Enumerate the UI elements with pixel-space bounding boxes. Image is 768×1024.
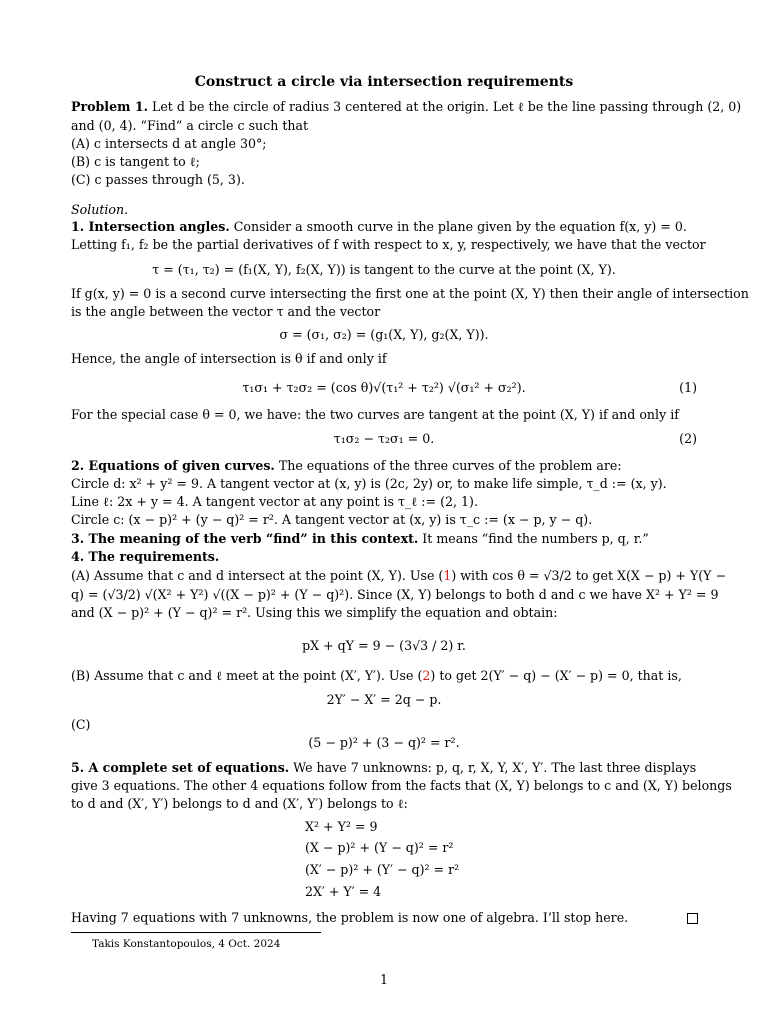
section-4-a-line-2: q) = (√3/2) √(X² + Y²) √((X − p)² + (Y − q)²). Since (X, Y) belongs to both d and c we have X² + Y² = 9 [71,587,719,602]
section-5-line-2: give 3 equations. The other 4 equations follow from the facts that (X, Y) belongs to c and (X, Y) belongs [71,778,732,793]
page-number: 1 [379,972,388,987]
equation-2: τ₁σ₂ − τ₂σ₁ = 0. [333,431,435,446]
requirement-b: (B) c is tangent to ℓ; [71,154,200,169]
section-4-a-line-1 [71,568,726,584]
section-5-text-1: We have 7 unknowns: p, q, r, X, Y, X′, Y′. The last three displays [289,760,697,775]
section-3-line-1 [71,531,649,547]
document-title: Construct a circle via intersection requirements [194,74,574,90]
equation-b: 2Y′ − X′ = 2q − p. [326,692,442,707]
problem-text-1: Let d be the circle of radius 3 centered at the origin. Let ℓ be the line passing through (2, 0) [151,99,742,114]
system-equation-2: (X − p)² + (Y − q)² = r² [305,840,454,855]
system-equation-3: (X′ − p)² + (Y′ − q)² = r² [305,862,460,877]
section-1-line-1 [71,219,687,235]
equation-1: τ₁σ₁ + τ₂σ₂ = (cos θ)√(τ₁² + τ₂²) √(σ₁² + σ₂²). [242,380,526,395]
system-equation-1: X² + Y² = 9 [305,819,378,834]
section-2-line-1 [71,458,622,474]
section-1-line-2: Letting f₁, f₂ be the partial derivatives of f with respect to x, y, respectively, we have that the vector [71,237,706,252]
section-1-text-1: Consider a smooth curve in the plane given by the equation f(x, y) = 0. [229,219,687,234]
problem-line-1 [71,99,741,115]
section-2-text-1: The equations of the three curves of the problem are: [274,458,622,473]
section-1-line-4: is the angle between the vector τ and the vector [71,304,381,319]
equation-2-number: (2) [679,431,697,446]
section-1-heading: 1. Intersection angles. [71,219,230,234]
section-3-heading: 3. The meaning of the verb “find” in this context. [71,531,419,546]
section-2-line-2: Circle d: x² + y² = 9. A tangent vector at (x, y) is (2c, 2y) or, to make life simple, τ_d := (x, y). [71,476,667,491]
section-4-heading: 4. The requirements. [71,549,220,564]
closing-sentence: Having 7 equations with 7 unknowns, the problem is now one of algebra. I’ll stop here. [71,910,629,925]
equation-1-reference-link[interactable]: 1 [443,568,452,583]
solution-label: Solution. [71,202,129,217]
footnote-rule [71,932,321,933]
section-1-line-3: If g(x, y) = 0 is a second curve intersecting the first one at the point (X, Y) then their angle of intersection [71,286,749,301]
section-4-a-line-3: and (X − p)² + (Y − q)² = r². Using this we simplify the equation and obtain: [71,605,558,620]
problem-line-2: and (0, 4). “Find” a circle c such that [71,118,309,133]
section-1-line-5: Hence, the angle of intersection is θ if and only if [71,351,387,366]
section-5-line-1 [71,760,696,776]
equation-a: pX + qY = 9 − (3√3 / 2) r. [302,638,466,653]
section-4-a-text-pre: (A) Assume that c and d intersect at the point (X, Y). Use ( [71,568,444,583]
equation-2-reference-link[interactable]: 2 [422,668,431,683]
section-4-c-label: (C) [71,717,91,732]
footnote: Takis Konstantopoulos, 4 Oct. 2024 [92,938,281,950]
problem-heading: Problem 1. [71,99,148,114]
equation-1-number: (1) [679,380,697,395]
system-equation-4: 2X′ + Y′ = 4 [305,884,382,899]
section-2-heading: 2. Equations of given curves. [71,458,275,473]
section-4-b-text-post: ) to get 2(Y′ − q) − (X′ − p) = 0, that is, [430,668,682,683]
section-5-line-3: to d and (X′, Y′) belongs to d and (X′, Y′) belongs to ℓ: [71,796,408,811]
equation-tau: τ = (τ₁, τ₂) = (f₁(X, Y), f₂(X, Y)) is tangent to the curve at the point (X, Y). [152,262,616,277]
section-4-b-text-pre: (B) Assume that c and ℓ meet at the point (X′, Y′). Use ( [71,668,423,683]
section-4-a-text-post: ) with cos θ = √3/2 to get X(X − p) + Y(Y − [451,568,727,583]
section-4-b-line-1 [71,668,682,684]
section-2-line-3: Line ℓ: 2x + y = 4. A tangent vector at any point is τ_ℓ := (2, 1). [71,494,478,509]
section-1-line-6: For the special case θ = 0, we have: the two curves are tangent at the point (X, Y) if and only if [71,407,679,422]
equation-c: (5 − p)² + (3 − q)² = r². [308,735,460,750]
section-2-line-4: Circle c: (x − p)² + (y − q)² = r². A tangent vector at (x, y) is τ_c := (x − p, y − q). [71,512,593,527]
section-3-text-1: It means “find the numbers p, q, r.” [418,531,649,546]
section-5-heading: 5. A complete set of equations. [71,760,290,775]
equation-sigma: σ = (σ₁, σ₂) = (g₁(X, Y), g₂(X, Y)). [279,327,489,342]
requirement-a: (A) c intersects d at angle 30°; [71,136,267,151]
qed-square-icon [687,913,698,924]
requirement-c: (C) c passes through (5, 3). [71,172,245,187]
